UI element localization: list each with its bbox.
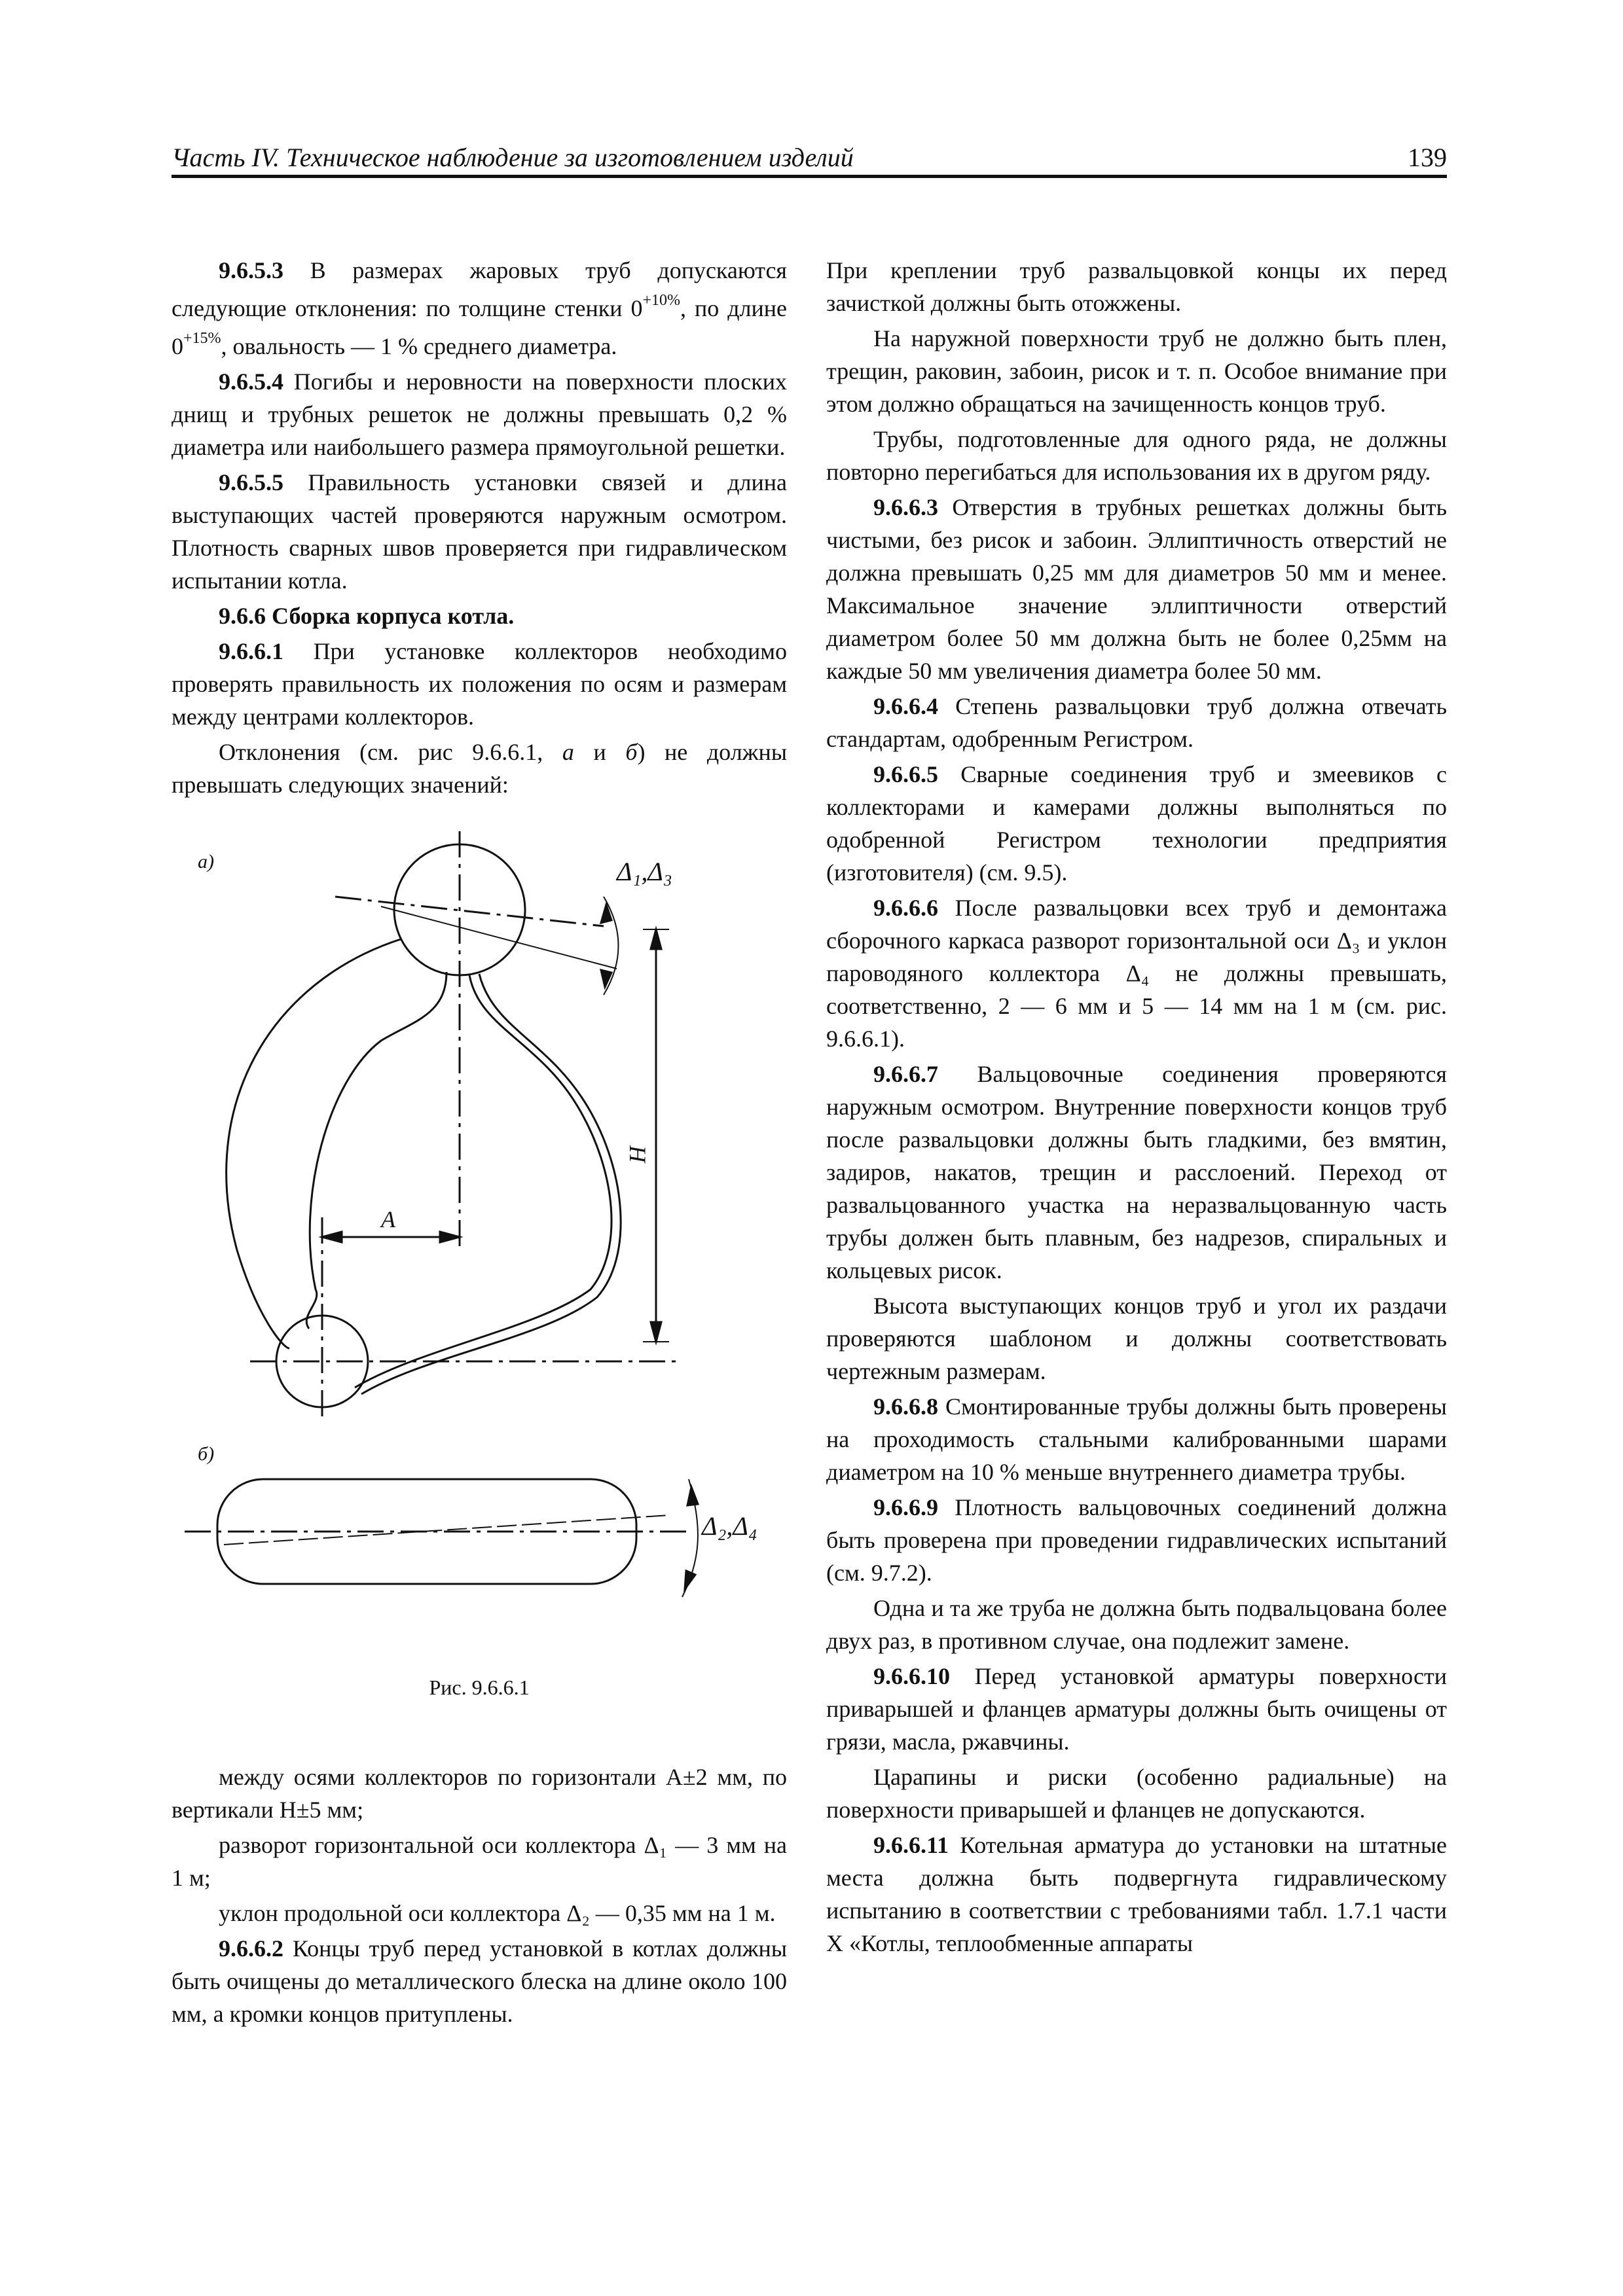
section-number: 9.6.6.9 [873, 1494, 938, 1520]
section-number: 9.6.6.1 [219, 638, 283, 664]
section-number: 9.6.6.8 [873, 1393, 938, 1420]
section-number: 9.6.6.11 [873, 1832, 949, 1858]
inner-tube [306, 972, 447, 1329]
paragraph-scratches: Царапины и риски (особенно радиальные) на поверхности приварышей и фланцев не допускаются. [826, 1764, 1447, 1823]
page-header [172, 139, 1447, 178]
left-column [172, 254, 787, 804]
section-number: 9.6.5.3 [219, 257, 283, 283]
paragraph-re-rolling: Одна и та же труба не должна быть подвальцована более двух раз, в противном случае, она подлежит замене. [826, 1595, 1447, 1654]
a-arrow-right [440, 1232, 460, 1242]
right-tube-outer [355, 975, 611, 1388]
collector-diagram [172, 831, 787, 1669]
paragraph-9-6-6-9: 9.6.6.9 Плотность вальцовочных соединений должна быть проверена при проведении гидравлических испытаний (см. 9.7.2). [826, 1494, 1448, 1586]
section-number: 9.6.6.10 [873, 1663, 950, 1689]
left-column-continued [172, 1761, 787, 2033]
paragraph-9-6-5-3: 9.6.5.3 В размерах жаровых труб допускаются следующие отклонения: по толщине стенки $0^{+10\%}$, по длине $0^{+15\%}$, овальность — 1 % среднего диаметра. [172, 257, 787, 359]
h-arrow-bottom [651, 1322, 661, 1342]
paragraph-9-6-6-10: 9.6.6.10 Перед установкой арматуры поверхности приварышей и фланцев арматуры должны быть очищены от грязи, масла, ржавчины. [826, 1663, 1447, 1755]
section-number: 9.6.5.5 [219, 469, 283, 495]
paragraph-9-6-6-2: 9.6.6.2 Концы труб перед установкой в котлах должны быть очищены до металлического блеска на длине около 100 мм, а кромки концов притуплены. [172, 1935, 788, 2027]
delta13-label: Δ₁,Δ₃ [617, 857, 672, 886]
section-number: 9.6.6.7 [873, 1061, 938, 1087]
drum-tilted-axis [224, 1515, 669, 1545]
dim-a-label: A [381, 1206, 395, 1232]
section-heading-9-6-6: 9.6.6 Сборка корпуса котла. [219, 603, 515, 629]
paragraph-9-6-6-3: 9.6.6.3 Отверстия в трубных решетках должны быть чистыми, без рисок и забоин. Эллиптичность отверстий не должна превышать 0,25 мм для диаметров 50 мм и менее. Максимальное значение эллиптичности отверстий диаметром более 50 мм должна быть не более 0,25мм на каждые 50 мм увеличения диаметра более 50 мм. [826, 494, 1447, 684]
paragraph-annealing: При креплении труб развальцовкой концы их перед зачисткой должны быть отожжены. [826, 257, 1447, 316]
h-arrow-top [651, 929, 661, 949]
right-column [826, 254, 1447, 1962]
figure-caption: Рис. 9.6.6.1 [429, 1676, 530, 1699]
page-number: 139 [1408, 143, 1447, 172]
header-rule [172, 175, 1447, 178]
section-number: 9.6.6.2 [219, 1935, 283, 1962]
section-number: 9.6.6.3 [873, 494, 938, 520]
upper-horizontal-axis [335, 897, 604, 926]
right-tube-inner [361, 974, 621, 1394]
paragraph-9-6-6-6: 9.6.6.6 После развальцовки всех труб и демонтажа сборочного каркаса разворот горизонтальной оси Δ₃ и уклон пароводяного коллектора Δ₄ не должны превышать, соответственно, 2 — 6 мм и 5 — 14 мм на 1 м (см. рис. 9.6.6.1). [826, 895, 1447, 1052]
paragraph-9-6-6-8: 9.6.6.8 Смонтированные трубы должны быть проверены на проходимость стальными калиброванными шарами диаметром на 10 % меньше внутреннего диаметра трубы. [826, 1393, 1447, 1485]
outer-tube [227, 939, 401, 1348]
paragraph-rebending: Трубы, подготовленные для одного ряда, не должны повторно перегибаться для использования их в другом ряду. [826, 426, 1447, 485]
paragraph-height-check: Высота выступающих концов труб и угол их раздачи проверяются шаблоном и должны соответствовать чертежным размерам. [826, 1293, 1447, 1384]
figure-9-6-6-1 [172, 831, 787, 1715]
paragraph-9-6-6-5: 9.6.6.5 Сварные соединения труб и змеевиков с коллекторами и камерами должны выполняться по одобренной Регистром технологии предприятия (изготовителя) (см. 9.5). [826, 761, 1447, 886]
tolerance-delta2: уклон продольной оси коллектора Δ₂ — 0,35 мм на 1 м. [219, 1900, 776, 1926]
section-number: 9.6.5.4 [219, 368, 283, 395]
paragraph-9-6-6-1: 9.6.6.1 При установке коллекторов необходимо проверять правильность их положения по осям и размерам между центрами коллекторов. [172, 638, 787, 730]
tolerance-a-h: между осями коллекторов по горизонтали A±2 мм, по вертикали H±5 мм; [172, 1764, 787, 1823]
section-number: 9.6.6.5 [873, 761, 938, 787]
dim-h-label: H [625, 1145, 651, 1162]
a-arrow-left [322, 1232, 342, 1242]
paragraph-9-6-5-4: 9.6.5.4 Погибы и неровности на поверхности плоских днищ и трубных решеток не должны превышать 0,2 % диаметра или наибольшего размера прямоугольной решетки. [172, 368, 787, 460]
paragraph-9-6-5-5: 9.6.5.5 Правильность установки связей и длина выступающих частей проверяются наружным осмотром. Плотность сварных швов проверяется при гидравлическом испытании котла. [172, 469, 788, 594]
paragraph-9-6-6-7: 9.6.6.7 Вальцовочные соединения проверяются наружным осмотром. Внутренние поверхности концов труб после развальцовки должны быть гладкими, без вмятин, задиров, накатов, трещин и расслоений. Переход от развальцованного участка на неразвальцованную часть трубы должен быть плавным, без надрезов, спиральных и кольцевых рисок. [826, 1061, 1447, 1283]
section-number: 9.6.6.6 [873, 895, 938, 921]
header-title: Часть IV. Техническое наблюдение за изготовлением изделий [172, 143, 854, 172]
figure-label-a: а) [198, 851, 214, 872]
figure-label-b: б) [198, 1443, 215, 1465]
section-number: 9.6.6.4 [873, 693, 938, 719]
paragraph-deviations: Отклонения (см. рис 9.6.6.1, а и б) не должны превышать следующих значений: [172, 739, 788, 798]
delta24-label: Δ₂,Δ₄ [702, 1511, 757, 1541]
paragraph-surface: На наружной поверхности труб не должно быть плен, трещин, раковин, забоин, рисок и т. п. Особое внимание при этом должно обращаться на зачищенность концов труб. [826, 325, 1447, 417]
tolerance-delta1: разворот горизонтальной оси коллектора Δ₁ — 3 мм на 1 м; [172, 1832, 787, 1891]
paragraph-9-6-6-4: 9.6.6.4 Степень развальцовки труб должна отвечать стандартам, одобренным Регистром. [826, 693, 1447, 752]
paragraph-9-6-6-11: 9.6.6.11 Котельная арматура до установки на штатные места должна быть подвергнута гидравлическому испытанию в соответствии с требованиями табл. 1.7.1 части X «Котлы, теплообменные аппараты [826, 1832, 1447, 1956]
